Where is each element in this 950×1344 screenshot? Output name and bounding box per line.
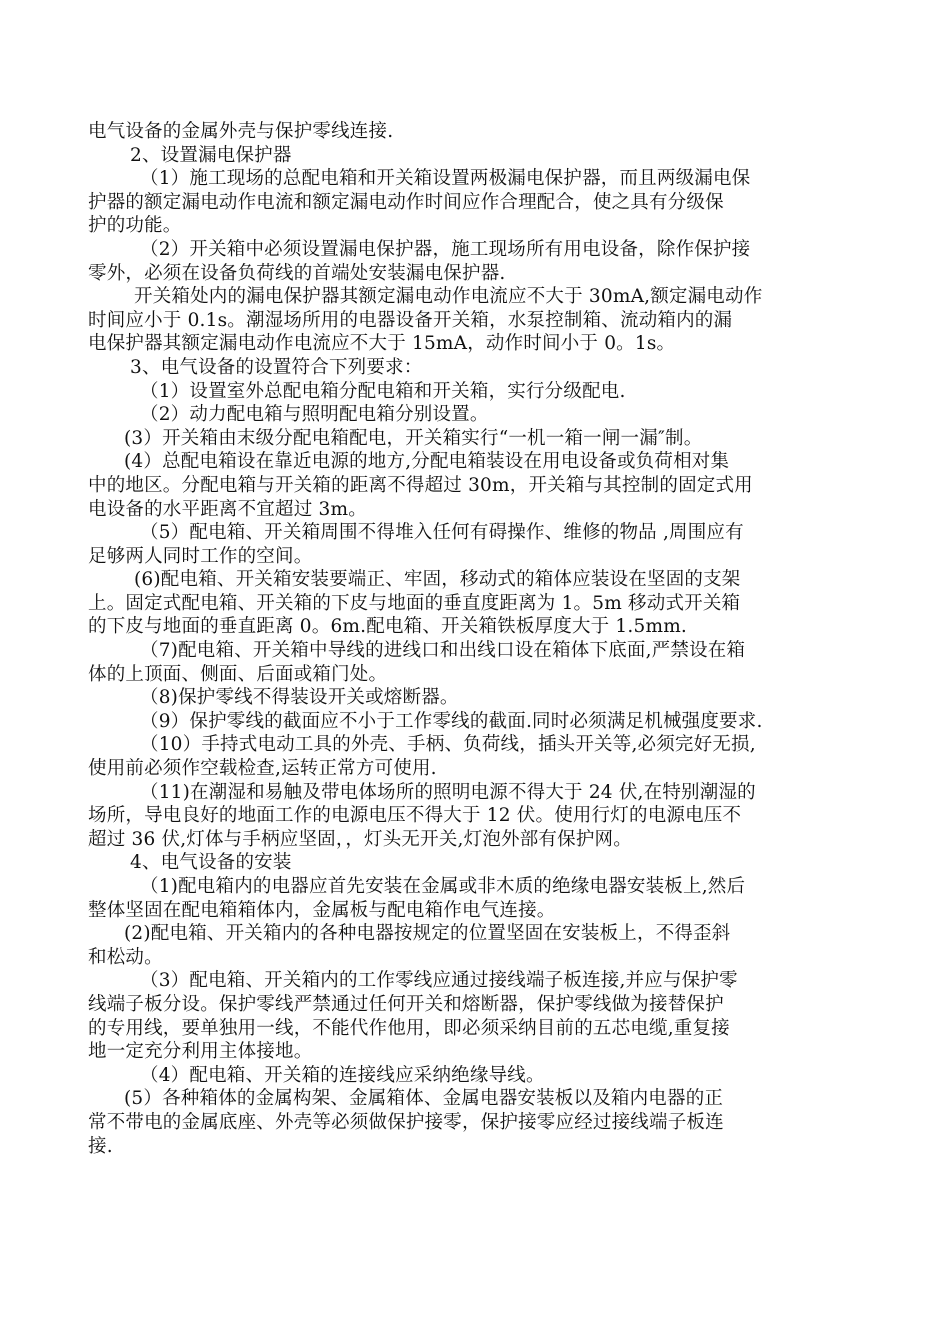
text-line: 和松动。 <box>88 946 163 968</box>
text-line: 开关箱处内的漏电保护器其额定漏电动作电流应不大于 30mA,额定漏电动作 <box>134 286 763 308</box>
text-line: （10）手持式电动工具的外壳、手柄、负荷线，插头开关等,必须完好无损, <box>140 734 756 756</box>
text-line: (2)配电箱、开关箱内的各种电器按规定的位置坚固在安装板上，不得歪斜 <box>124 923 731 945</box>
text-line: （1）设置室外总配电箱分配电箱和开关箱，实行分级配电. <box>140 380 626 402</box>
text-line: 电保护器其额定漏电动作电流应不大于 15mA，动作时间小于 0。1s。 <box>88 333 676 355</box>
text-line: 的专用线，要单独用一线，不能代作他用，即必须采纳目前的五芯电缆,重复接 <box>88 1017 730 1039</box>
text-line: (4）总配电箱设在靠近电源的地方,分配电箱装设在用电设备或负荷相对集 <box>124 451 730 473</box>
text-line: （9）保护零线的截面应不小于工作零线的截面.同时必须满足机械强度要求. <box>140 710 763 732</box>
text-line: （11)在潮湿和易触及带电体场所的照明电源不得大于 24 伏,在特别潮湿的 <box>140 781 756 803</box>
text-line: 线端子板分设。保护零线严禁通过任何开关和熔断器，保护零线做为接替保护 <box>88 993 724 1015</box>
text-line: 常不带电的金属底座、外壳等必须做保护接零，保护接零应经过接线端子板连 <box>88 1111 724 1133</box>
text-line: （4）配电箱、开关箱的连接线应采纳绝缘导线。 <box>140 1064 545 1086</box>
text-line: 时间应小于 0.1s。潮湿场所用的电器设备开关箱，水泵控制箱、流动箱内的漏 <box>88 309 733 331</box>
text-line: （7)配电箱、开关箱中导线的进线口和出线口设在箱体下底面,严禁设在箱 <box>140 640 746 662</box>
text-line: 零外，必须在设备负荷线的首端处安装漏电保护器. <box>88 262 506 284</box>
text-line: （1)配电箱内的电器应首先安装在金属或非木质的绝缘电器安装板上,然后 <box>140 876 746 897</box>
text-line: 超过 36 伏,灯体与手柄应坚固，，灯头无开关,灯泡外部有保护网。 <box>88 828 632 850</box>
text-line: (6)配电箱、开关箱安装要端正、牢固，移动式的箱体应装设在坚固的支架 <box>134 569 741 591</box>
text-line: 接. <box>88 1135 113 1157</box>
text-line: 整体坚固在配电箱箱体内，金属板与配电箱作电气连接。 <box>88 899 556 921</box>
text-line: 电设备的水平距离不宜超过 3m。 <box>88 498 367 520</box>
text-line: （1）施工现场的总配电箱和开关箱设置两极漏电保护器，而且两级漏电保 <box>140 168 751 190</box>
text-line: （8)保护零线不得装设开关或熔断器。 <box>140 687 459 709</box>
text-line: 上。固定式配电箱、开关箱的下皮与地面的垂直度距离为 1。5m 移动式开关箱 <box>88 592 741 614</box>
text-line: 护器的额定漏电动作电流和额定漏电动作时间应作合理配合，使之具有分级保 <box>88 191 724 213</box>
section-heading: 2、设置漏电保护器 <box>130 144 292 166</box>
text-line: （5）配电箱、开关箱周围不得堆入任何有碍操作、维修的物品 ,周围应有 <box>140 522 744 544</box>
text-line: (5）各种箱体的金属构架、金属箱体、金属电器安装板以及箱内电器的正 <box>124 1088 724 1110</box>
text-line: 场所，导电良好的地面工作的电源电压不得大于 12 伏。使用行灯的电源电压不 <box>88 805 742 827</box>
text-line: 体的上顶面、侧面、后面或箱门处。 <box>88 663 388 685</box>
text-line: 护的功能。 <box>88 215 182 237</box>
text-line: （3）配电箱、开关箱内的工作零线应通过接线端子板连接,并应与保护零 <box>140 970 738 992</box>
text-line: （2）开关箱中必须设置漏电保护器，施工现场所有用电设备，除作保护接 <box>140 238 751 260</box>
text-line: 中的地区。分配电箱与开关箱的距离不得超过 30m，开关箱与其控制的固定式用 <box>88 474 753 496</box>
text-line: （2）动力配电箱与照明配电箱分别设置。 <box>140 404 489 426</box>
text-line: 使用前必须作空载检查,运转正常方可使用. <box>88 758 437 780</box>
text-line: (3）开关箱由末级分配电箱配电，开关箱实行“一机一箱一闸一漏″制。 <box>124 427 703 449</box>
text-line: 电气设备的金属外壳与保护零线连接. <box>88 121 394 142</box>
section-heading: 4、电气设备的安装 <box>130 852 292 874</box>
text-line: 地一定充分利用主体接地。 <box>88 1041 313 1063</box>
section-heading: 3、电气设备的设置符合下列要求： <box>130 356 423 378</box>
text-line: 足够两人同时工作的空间。 <box>88 545 313 567</box>
document-body <box>88 120 868 1158</box>
text-line: 的下皮与地面的垂直距离 0。6m.配电箱、开关箱铁板厚度大于 1.5mm. <box>88 616 688 638</box>
